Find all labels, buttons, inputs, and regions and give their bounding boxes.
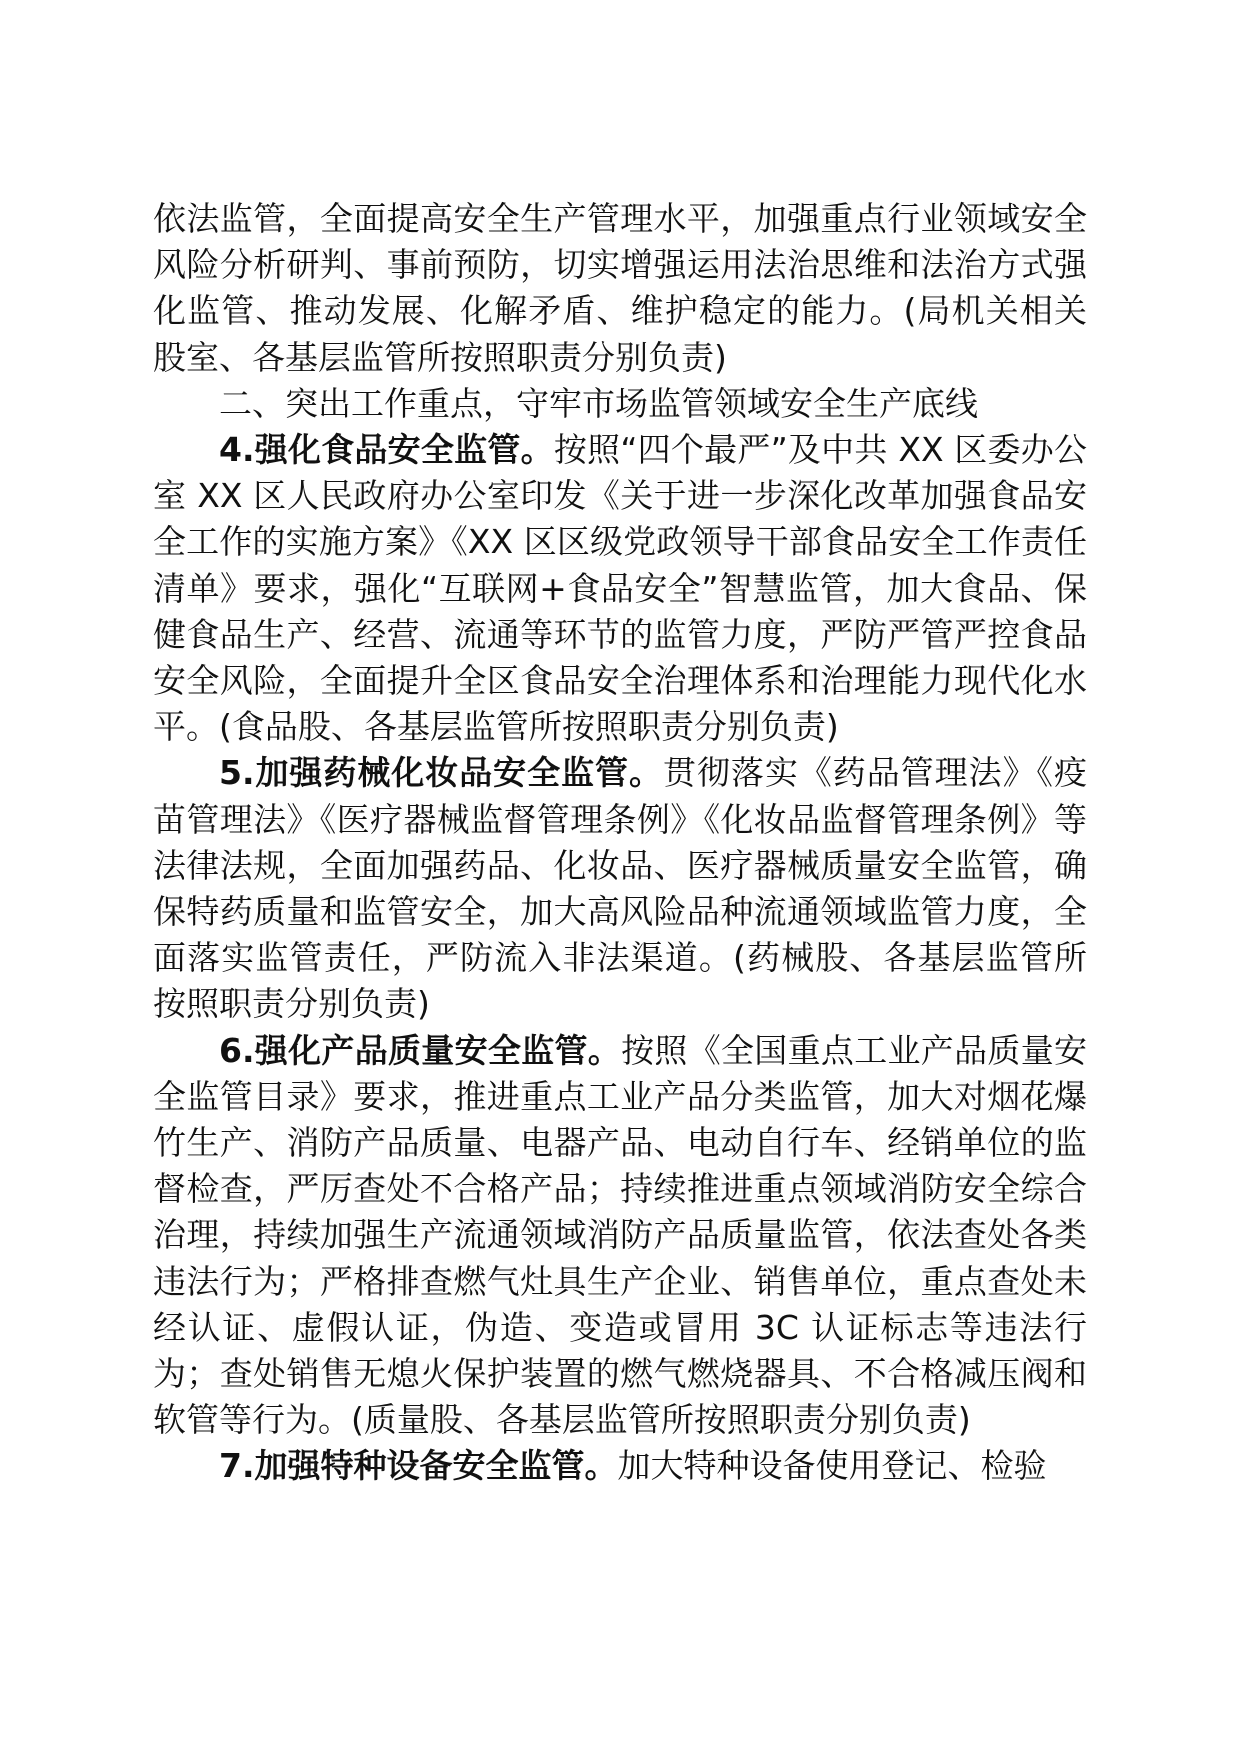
section-heading (153, 381, 1087, 427)
paragraph-text: 加大特种设备使用登记、检验 (617, 1446, 1047, 1486)
item-heading: 7.加强特种设备安全监管。 (219, 1446, 618, 1486)
section-heading-text: 二、突出工作重点，守牢市场监管领域安全生产底线 (219, 383, 978, 423)
item-heading: 5.加强药械化妆品安全监管。 (219, 753, 663, 793)
paragraph-item-7 (153, 1443, 1087, 1489)
paragraph-item-5 (153, 750, 1087, 1027)
paragraph-intro (153, 196, 1087, 381)
paragraph-text: 依法监管，全面提高安全生产管理水平，加强重点行业领域安全风险分析研判、事前预防，切实增强运用法治思维和法治方式强化监管、推动发展、化解矛盾、维护稳定的能力。(局机关相关股室、各基层监管所按照职责分别负责) (153, 199, 1087, 377)
paragraph-text: 贯彻落实《药品管理法》《疫苗管理法》《医疗器械监督管理条例》《化妆品监督管理条例》等法律法规，全面加强药品、化妆品、医疗器械质量安全监管，确保特药质量和监管安全，加大高风险品种流通领域监管力度，全面落实监管责任，严防流入非法渠道。(药械股、各基层监管所按照职责分别负责) (153, 753, 1088, 1024)
item-heading: 4.强化食品安全监管。 (219, 430, 554, 470)
paragraph-item-4 (153, 427, 1087, 750)
paragraph-text: 按照“四个最严”及中共 XX 区委办公室 XX 区人民政府办公室印发《关于进一步深化改革加强食品安全工作的实施方案》《XX 区区级党政领导干部食品安全工作责任清单》要求，强化“互联网+食品安全”智慧监管，加大食品、保健食品生产、经营、流通等环节的监管力度，严防严管严控食品安全风险，全面提升全区食品安全治理体系和治理能力现代化水平。(食品股、各基层监管所按照职责分别负责) (153, 430, 1088, 747)
paragraph-text: 按照《全国重点工业产品质量安全监管目录》要求，推进重点工业产品分类监管，加大对烟花爆竹生产、消防产品质量、电器产品、电动自行车、经销单位的监督检查，严厉查处不合格产品；持续推进重点领域消防安全综合治理，持续加强生产流通领域消防产品质量监管，依法查处各类违法行为；严格排查燃气灶具生产企业、销售单位，重点查处未经认证、虚假认证，伪造、变造或冒用 3C 认证标志等违法行为；查处销售无熄火保护装置的燃气燃烧器具、不合格减压阀和软管等行为。(质量股、各基层监管所按照职责分别负责) (153, 1030, 1088, 1440)
item-heading: 6.强化产品质量安全监管。 (219, 1030, 622, 1070)
paragraph-item-6 (153, 1028, 1087, 1444)
